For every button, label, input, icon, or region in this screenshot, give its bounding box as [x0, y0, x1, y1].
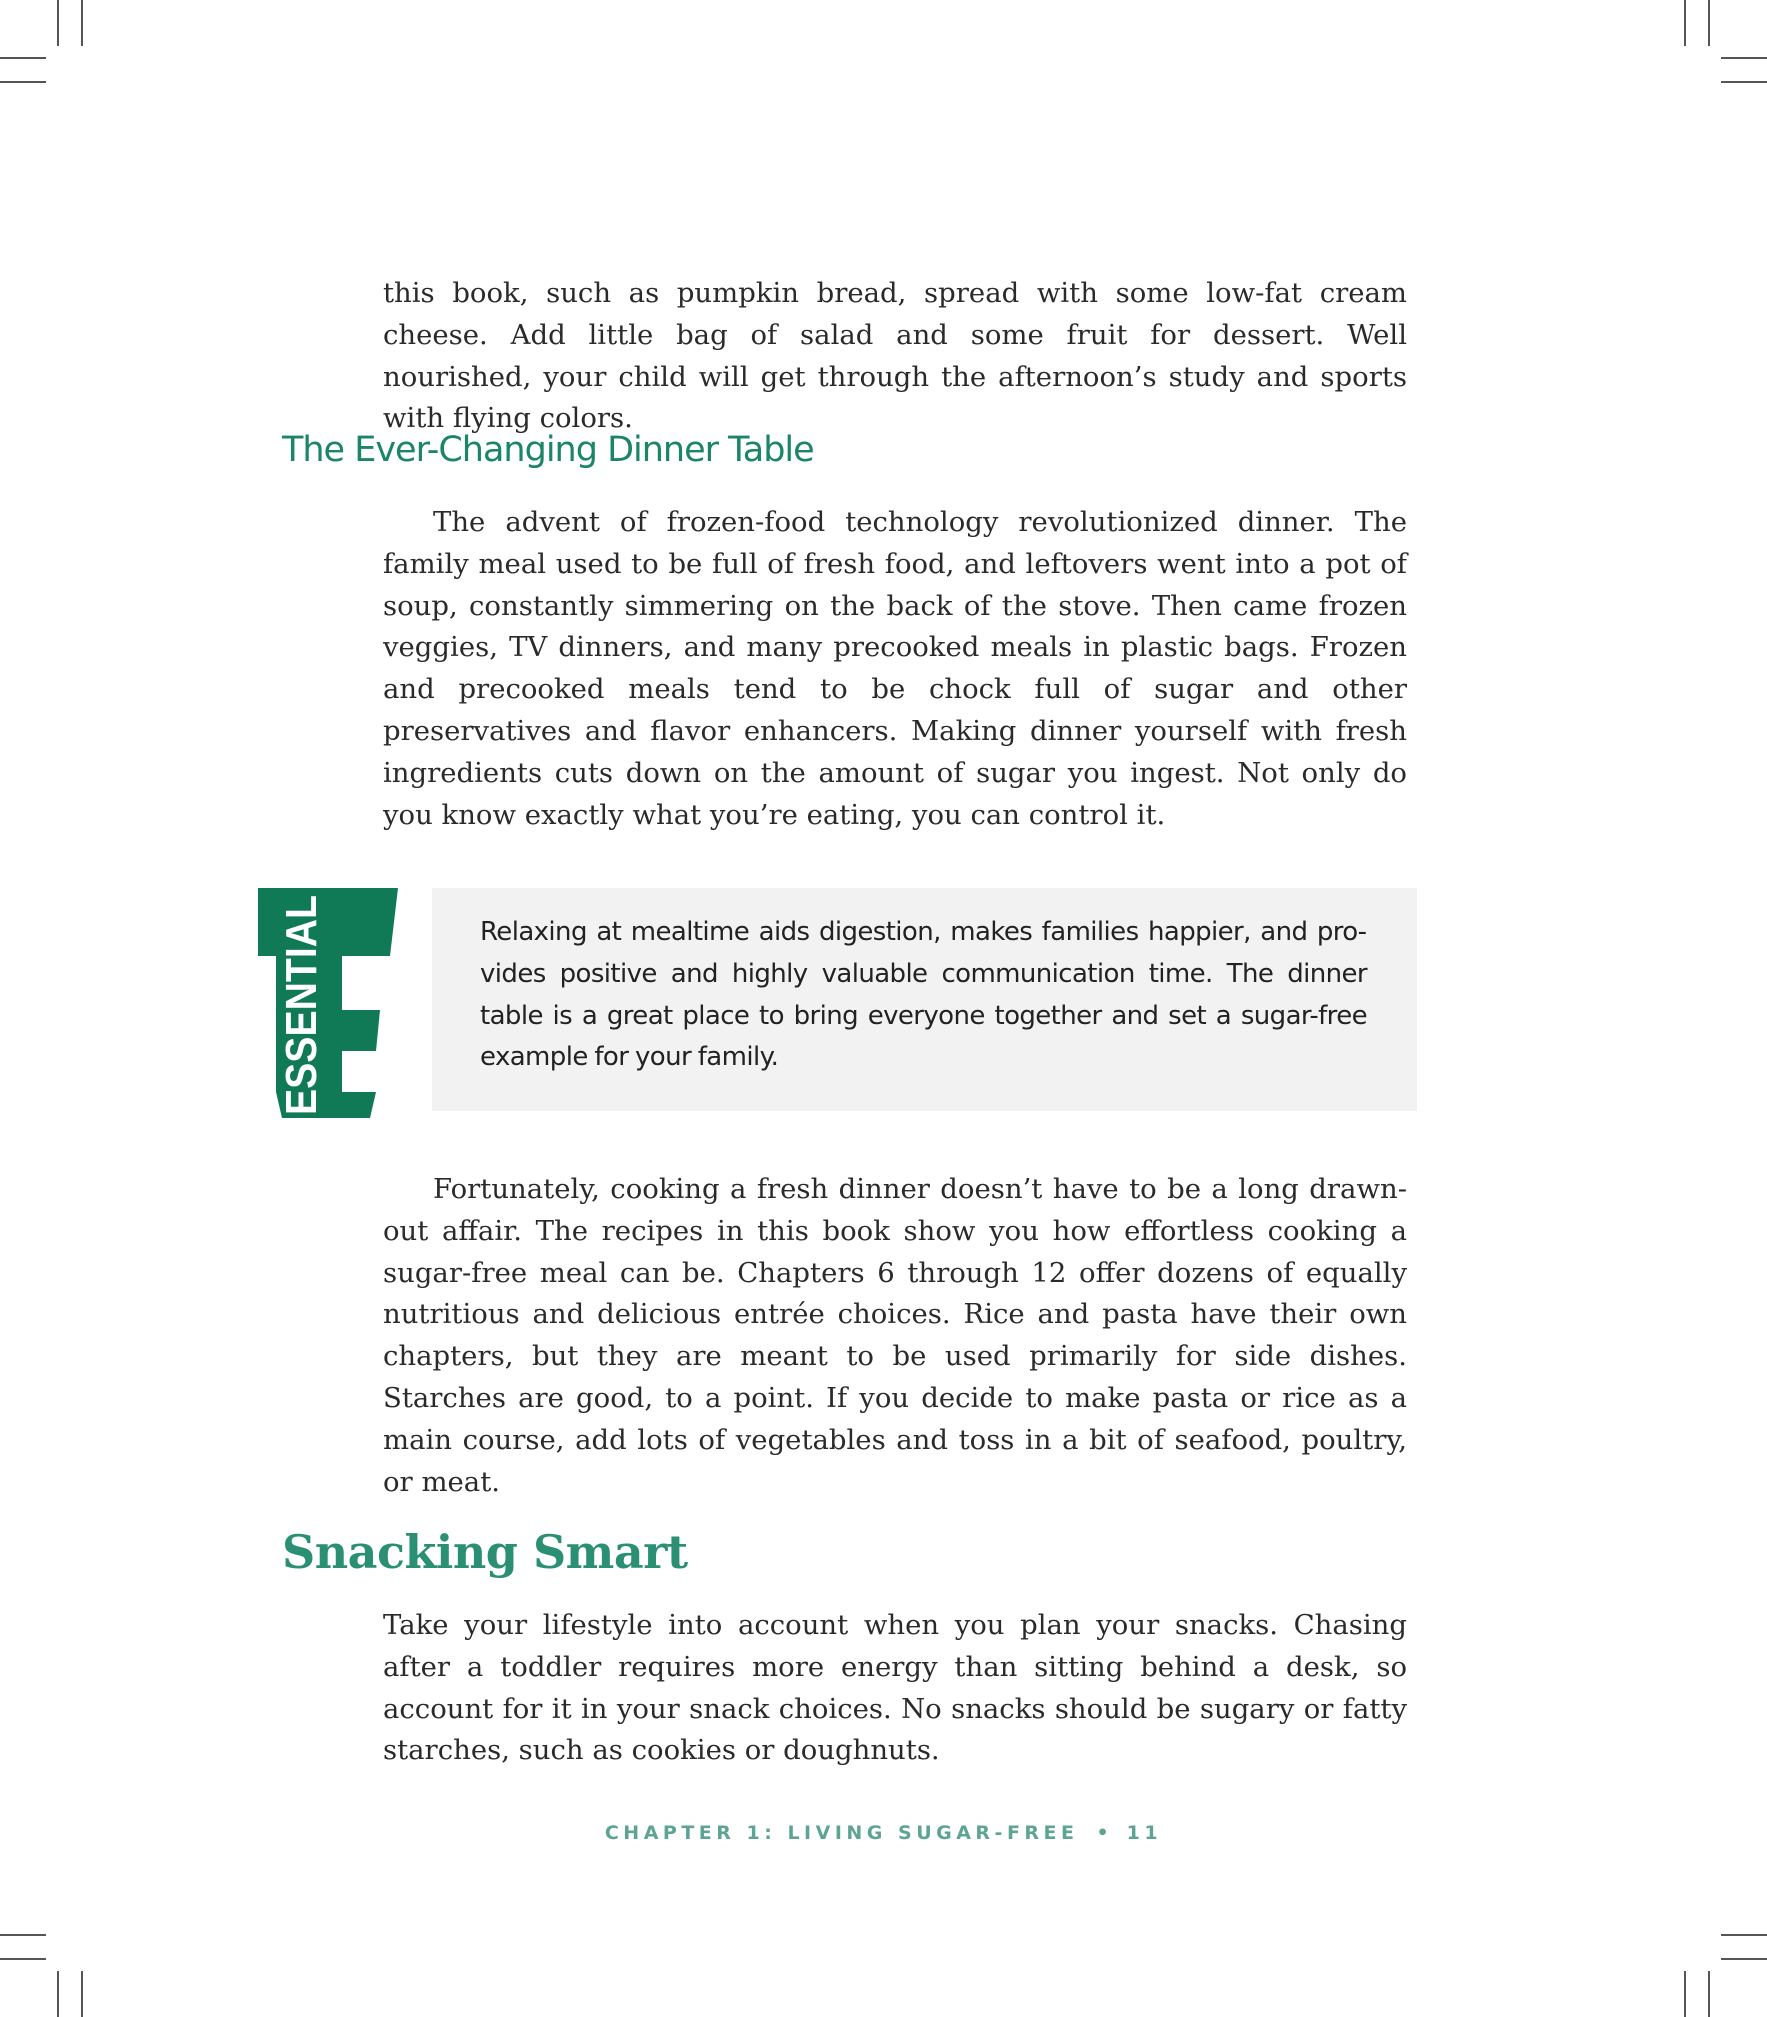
crop-mark	[1721, 57, 1767, 59]
footer-chapter: CHAPTER 1: LIVING SUGAR-FREE	[604, 1822, 1079, 1844]
crop-mark	[0, 1934, 46, 1936]
crop-mark	[1708, 1971, 1710, 2017]
crop-mark	[1721, 1934, 1767, 1936]
crop-mark	[0, 57, 46, 59]
intro-paragraph: this book, such as pumpkin bread, spread with some low-fat cream cheese. Add little bag of salad and some fruit for dessert. Well nourished, your child will get through the afternoon’s study and sports with flying colors.	[383, 277, 1407, 435]
essential-callout	[432, 888, 1417, 1111]
crop-mark	[81, 1971, 83, 2017]
section-title-snacking: Snacking Smart	[282, 1525, 688, 1579]
page-number: 11	[1126, 1822, 1163, 1844]
crop-mark	[1708, 0, 1710, 46]
page-footer	[0, 1822, 1767, 1844]
crop-mark	[81, 0, 83, 46]
crop-mark	[0, 1958, 46, 1960]
crop-mark	[1684, 1971, 1686, 2017]
crop-mark	[1721, 81, 1767, 83]
essential-badge-label: ESSENTIAL	[277, 888, 326, 1115]
dinner-paragraph-2: Fortunately, cooking a fresh dinner doesn’t have to be a long drawn-out affair. The recipes in this book show you how effortless cooking a sugar-free meal can be. Chapters 6 through 12 offer dozens of equally nutritious and delicious entrée choices. Rice and pasta have their own chapters, but they are meant to be used primarily for side dishes. Starches are good, to a point. If you decide to make pasta or rice as a main course, add lots of vegetables and toss in a bit of seafood, poultry, or meat.	[383, 1173, 1407, 1498]
callout-text: Relaxing at mealtime aids digestion, makes families happier, and provides positive and highly valuable communication time. The dinner table is a great place to bring everyone together and set a sugar-free example for your family.	[480, 917, 1367, 1073]
crop-mark	[0, 81, 46, 83]
crop-mark	[57, 1971, 59, 2017]
crop-mark	[1684, 0, 1686, 46]
essential-badge	[258, 888, 398, 1118]
crop-mark	[57, 0, 59, 46]
dinner-paragraph-1: The advent of frozen-food technology revolutionized dinner. The family meal used to be full of fresh food, and leftovers went into a pot of soup, constantly simmering on the back of the stove. Then came frozen veggies, TV dinners, and many precooked meals in plastic bags. Frozen and precooked meals tend to be chock full of sugar and other preservatives and flavor enhancers. Making dinner yourself with fresh ingredients cuts down on the amount of sugar you ingest. Not only do you know exactly what you’re eating, you can control it.	[383, 506, 1407, 831]
snacking-paragraph: Take your lifestyle into account when you plan your snacks. Chasing after a toddler requires more energy than sitting behind a desk, so account for it in your snack choices. No snacks should be sugary or fatty starches, such as cookies or doughnuts.	[383, 1609, 1407, 1767]
crop-mark	[1721, 1958, 1767, 1960]
footer-separator: •	[1096, 1822, 1109, 1844]
section-title-dinner: The Ever-Changing Dinner Table	[282, 430, 814, 470]
essential-badge-graphic	[258, 888, 398, 1118]
